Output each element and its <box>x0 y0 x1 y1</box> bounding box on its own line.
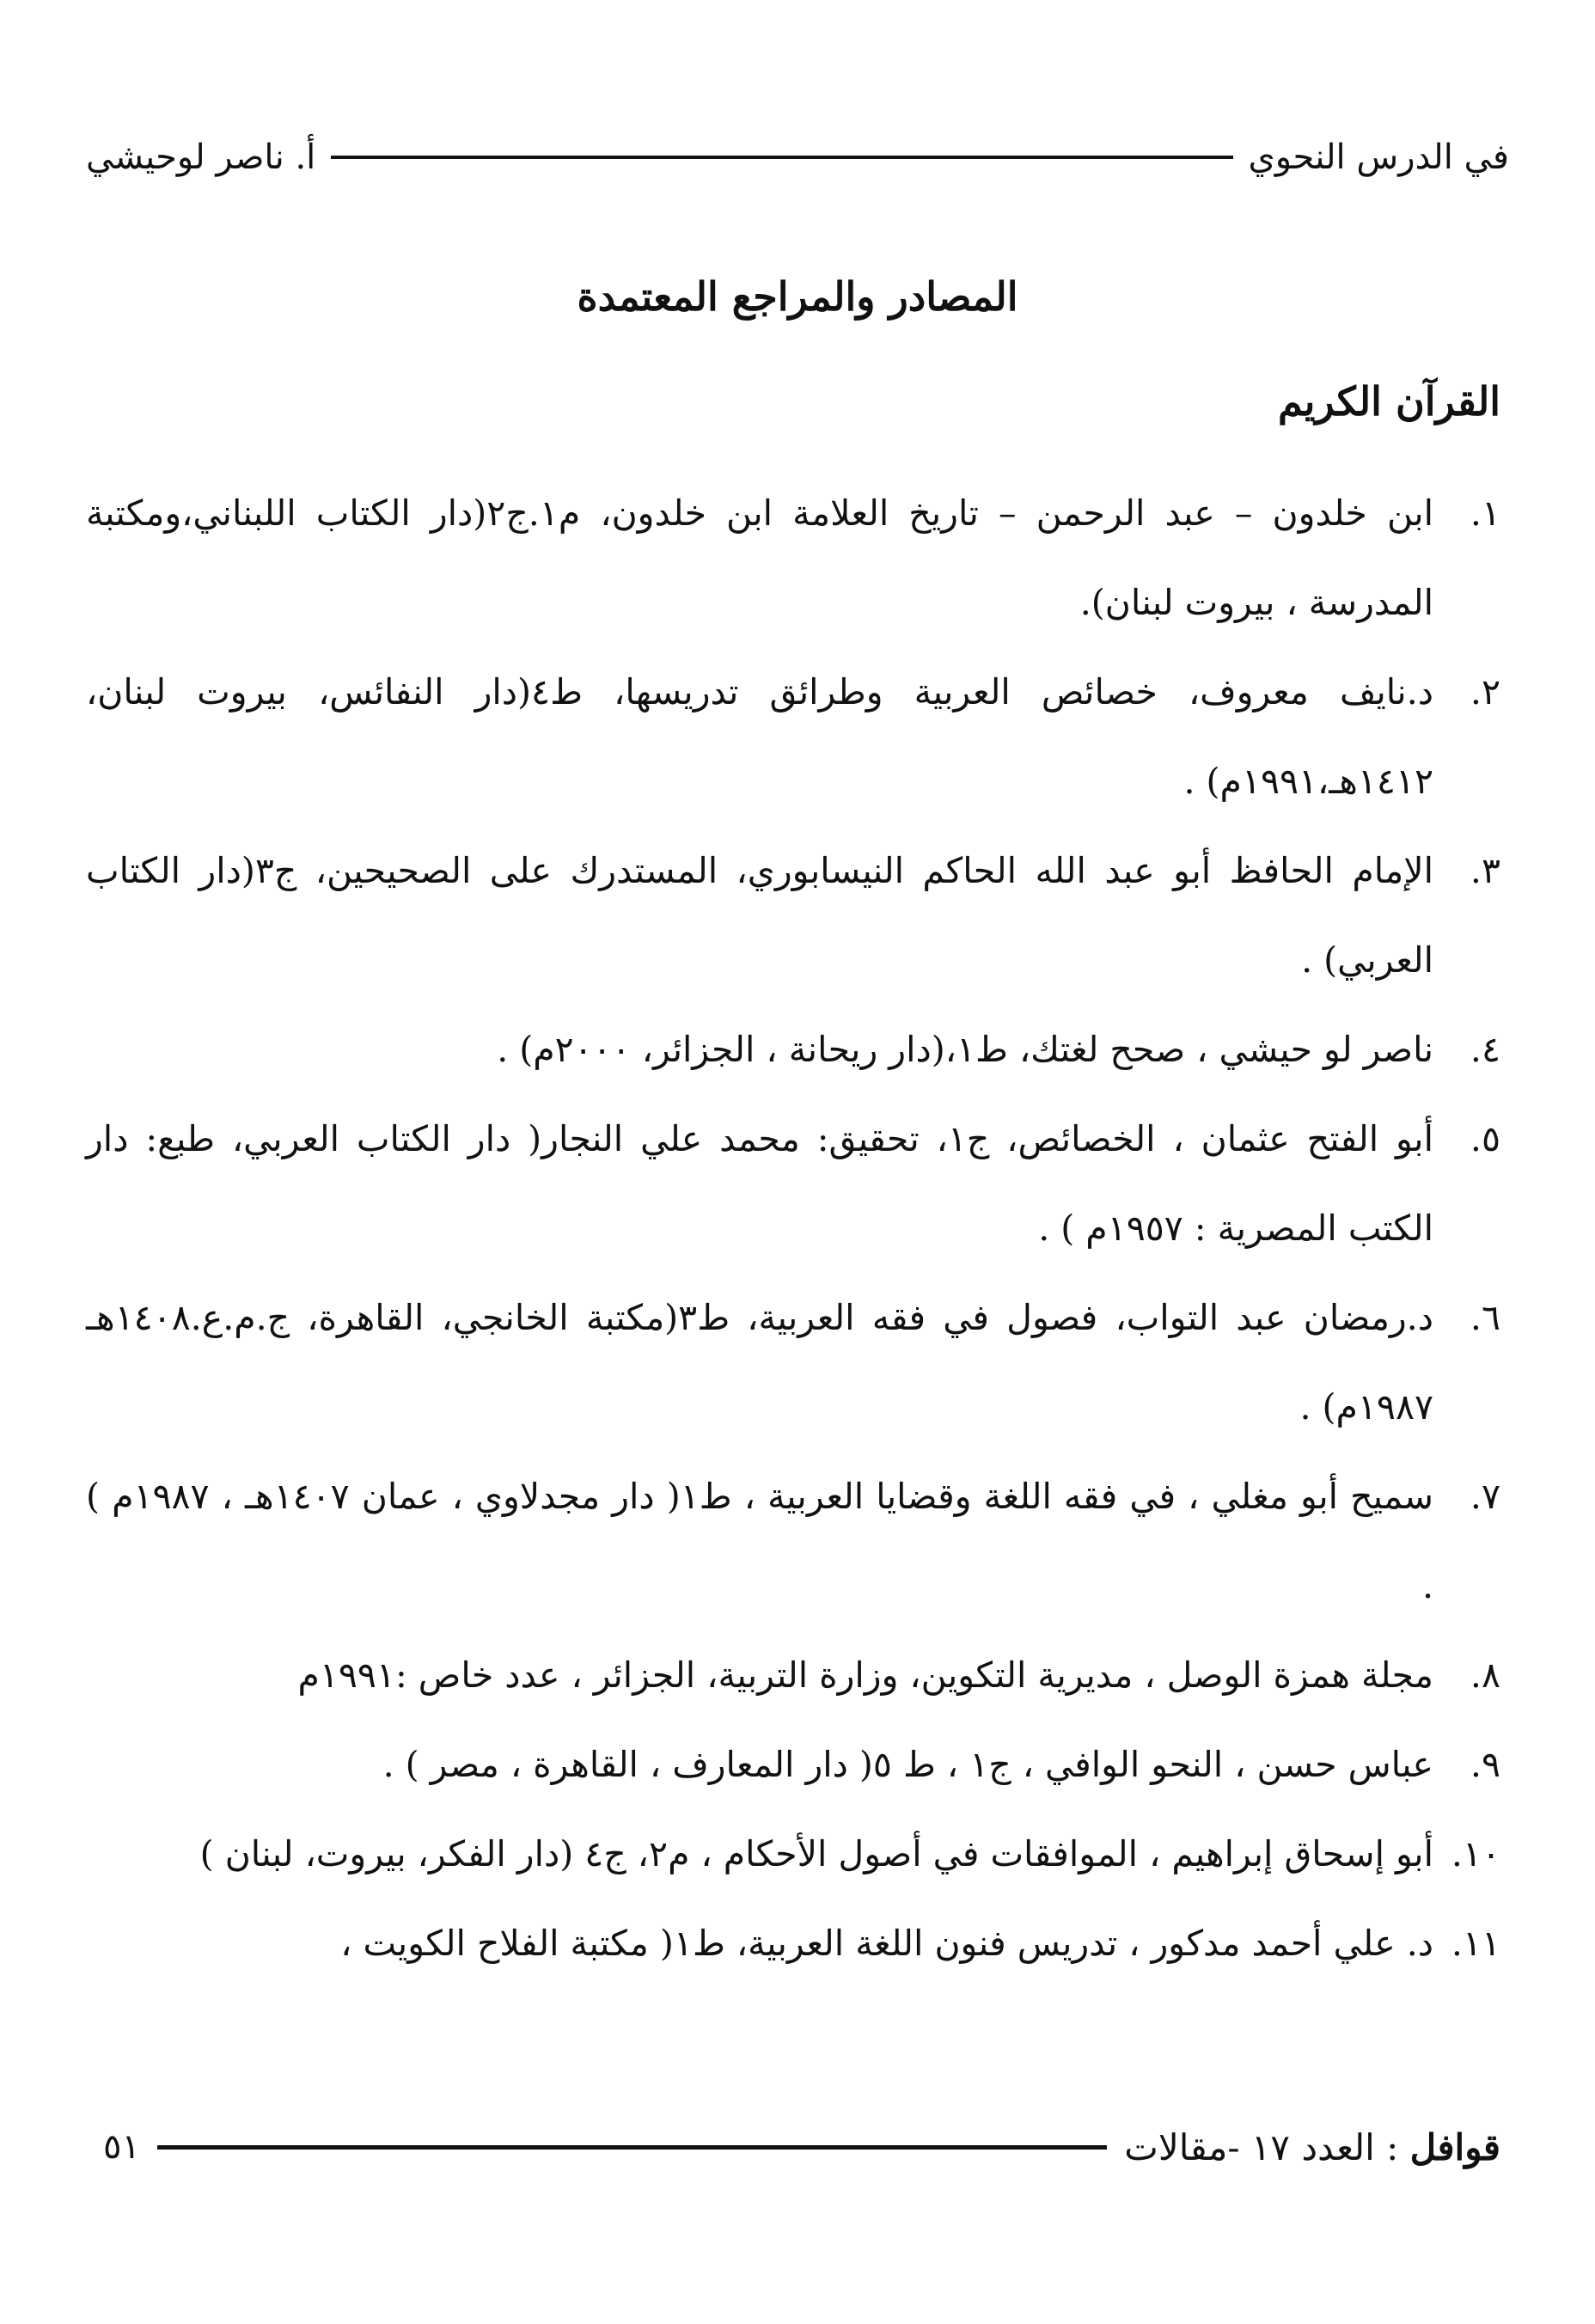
reference-text: د. علي أحمد مدكور ، تدريس فنون اللغة العربية، ط١( مكتبة الفلاح الكويت ، <box>340 1923 1433 1964</box>
reference-item <box>86 1630 1500 1720</box>
reference-text: عباس حسن ، النحو الوافي ، ج١ ، ط ٥( دار المعارف ، القاهرة ، مصر ) . <box>382 1744 1433 1785</box>
reference-number: ٢. <box>1470 671 1500 712</box>
reference-number: ١. <box>1470 492 1500 534</box>
journal-issue: : العدد ١٧ -مقالات <box>1124 2125 1399 2168</box>
reference-number: ٣. <box>1470 850 1500 891</box>
reference-text: ناصر لو حيشي ، صحح لغتك، ط١،(دار ريحانة ، الجزائر، ٢٠٠٠م) . <box>497 1029 1433 1070</box>
page-number: ٥١ <box>103 2127 140 2167</box>
reference-text: د.نايف معروف، خصائص العربية وطرائق تدريسها، ط٤(دار النفائس، بيروت لبنان، ١٤١٢هـ،١٩٩١م) . <box>86 671 1433 802</box>
quran-heading: القرآن الكريم <box>1277 378 1500 425</box>
running-footer <box>86 2113 1500 2181</box>
reference-list <box>86 468 1500 1988</box>
footer-rule <box>157 2145 1107 2150</box>
reference-item <box>86 468 1500 647</box>
reference-number: ٧. <box>1470 1476 1500 1517</box>
reference-number: ٤. <box>1470 1029 1500 1070</box>
reference-item <box>86 1273 1500 1452</box>
reference-number: ٥. <box>1470 1118 1500 1159</box>
reference-text: سميح أبو مغلي ، في فقه اللغة وقضايا العربية ، ط١( دار مجدلاوي ، عمان ١٤٠٧هـ ، ١٩٨٧م ) . <box>86 1476 1433 1606</box>
header-section-title: في الدرس النحوي <box>1248 138 1509 177</box>
reference-text: أبو إسحاق إبراهيم ، الموافقات في أصول الأحكام ، م٢، ج٤ (دار الفكر، بيروت، لبنان ) <box>199 1833 1433 1874</box>
reference-number: ١٠. <box>1451 1833 1500 1874</box>
reference-item <box>86 1452 1500 1630</box>
reference-text: مجلة همزة الوصل ، مديرية التكوين، وزارة التربية، الجزائر ، عدد خاص :١٩٩١م <box>297 1654 1433 1696</box>
reference-number: ٩. <box>1470 1744 1500 1785</box>
reference-item <box>86 826 1500 1005</box>
reference-number: ٨. <box>1470 1654 1500 1696</box>
journal-name: قوافل <box>1409 2125 1500 2168</box>
reference-text: الإمام الحافظ أبو عبد الله الحاكم النيسابوري، المستدرك على الصحيحين، ج٣(دار الكتاب العربي) . <box>86 850 1433 981</box>
reference-text: د.رمضان عبد التواب، فصول في فقه العربية، ط٣(مكتبة الخانجي، القاهرة، ج.م.ع.١٤٠٨هـ ١٩٨٧م) . <box>86 1297 1433 1428</box>
reference-number: ١١. <box>1451 1923 1500 1964</box>
reference-text: أبو الفتح عثمان ، الخصائص، ج١، تحقيق: محمد علي النجار( دار الكتاب العربي، طبع: دار الكتب المصرية : ١٩٥٧م ) . <box>86 1118 1433 1249</box>
page-title: المصادر والمراجع المعتمدة <box>577 273 1018 320</box>
reference-item <box>86 1899 1500 1988</box>
reference-number: ٦. <box>1470 1297 1500 1338</box>
running-header <box>86 127 1509 187</box>
header-author: أ. ناصر لوحيشي <box>86 138 316 177</box>
reference-item <box>86 1720 1500 1809</box>
reference-item <box>86 1005 1500 1094</box>
reference-item <box>86 1809 1500 1899</box>
reference-item <box>86 647 1500 826</box>
reference-item <box>86 1094 1500 1273</box>
footer-journal <box>1124 2126 1500 2168</box>
header-rule <box>331 156 1232 159</box>
reference-text: ابن خلدون – عبد الرحمن – تاريخ العلامة ابن خلدون، م١.ج٢(دار الكتاب اللبناني،ومكتبة المدرسة ، بيروت لبنان). <box>86 492 1433 623</box>
